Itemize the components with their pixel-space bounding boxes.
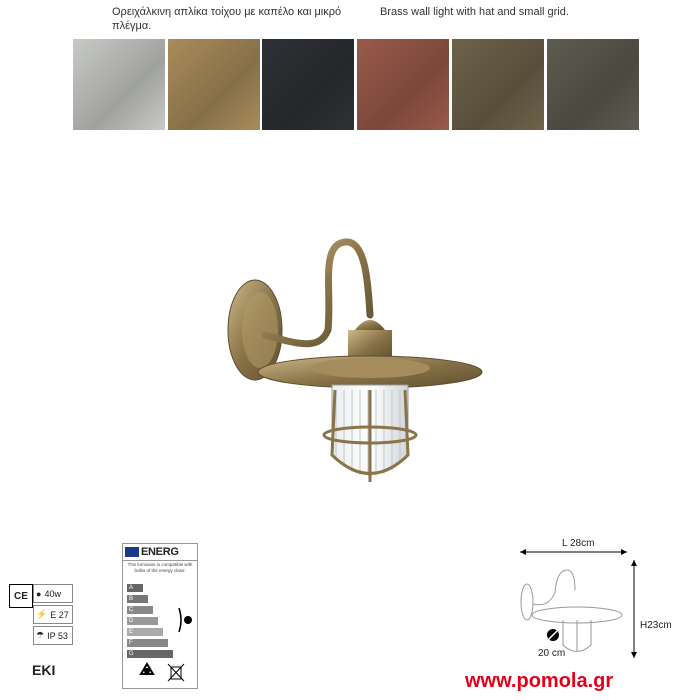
wattage-value: 40w bbox=[44, 588, 61, 599]
finish-swatch-bronze-patina[interactable] bbox=[452, 39, 544, 130]
energy-title: ENERG bbox=[141, 546, 179, 558]
description-greek: Ορειχάλκινη απλίκα τοίχου με καπέλο και μικρό πλέγμα. bbox=[112, 6, 342, 32]
dimension-drawing bbox=[515, 540, 645, 665]
ip-spec bbox=[33, 626, 73, 645]
bulb-icon bbox=[177, 606, 193, 634]
energy-class-c: C bbox=[127, 606, 153, 614]
lightning-icon: ⚡ bbox=[36, 609, 48, 619]
recycle-icon bbox=[137, 662, 157, 682]
energy-class-b: B bbox=[127, 595, 148, 603]
finish-swatch-brass[interactable] bbox=[168, 39, 260, 130]
finish-swatch-black[interactable] bbox=[262, 39, 354, 130]
base-dimension: 20 cm bbox=[538, 648, 566, 659]
website-link[interactable]: www.pomola.gr bbox=[465, 670, 614, 692]
energy-class-f: F bbox=[127, 639, 168, 647]
energy-note: This luminaire is compatible with bulbs of the energy class: bbox=[127, 562, 193, 573]
bulb-spec-icon: ● bbox=[36, 588, 42, 599]
lamp-image bbox=[220, 230, 490, 500]
rain-icon: ☂ bbox=[36, 630, 45, 640]
finish-swatch-copper[interactable] bbox=[357, 39, 449, 130]
finish-swatch-grey-patina[interactable] bbox=[547, 39, 639, 130]
ip-value: IP 53 bbox=[47, 630, 68, 641]
eu-flag-icon bbox=[125, 547, 139, 557]
socket-value: E 27 bbox=[50, 609, 69, 620]
finish-swatch-nickel[interactable] bbox=[73, 39, 165, 130]
description-english: Brass wall light with hat and small grid. bbox=[380, 6, 569, 18]
energy-class-g: G bbox=[127, 650, 173, 658]
weee-bin-icon bbox=[167, 662, 185, 682]
brand-name: EKI bbox=[32, 662, 56, 678]
energy-label bbox=[122, 543, 198, 689]
energy-class-d: D bbox=[127, 617, 158, 625]
socket-spec bbox=[33, 605, 73, 624]
wattage-spec bbox=[33, 584, 73, 603]
energy-class-e: E bbox=[127, 628, 163, 636]
ce-mark: CE bbox=[9, 584, 33, 608]
energy-class-a: A bbox=[127, 584, 143, 592]
length-dimension: L 28cm bbox=[562, 538, 595, 549]
height-dimension: H23cm bbox=[640, 620, 672, 631]
